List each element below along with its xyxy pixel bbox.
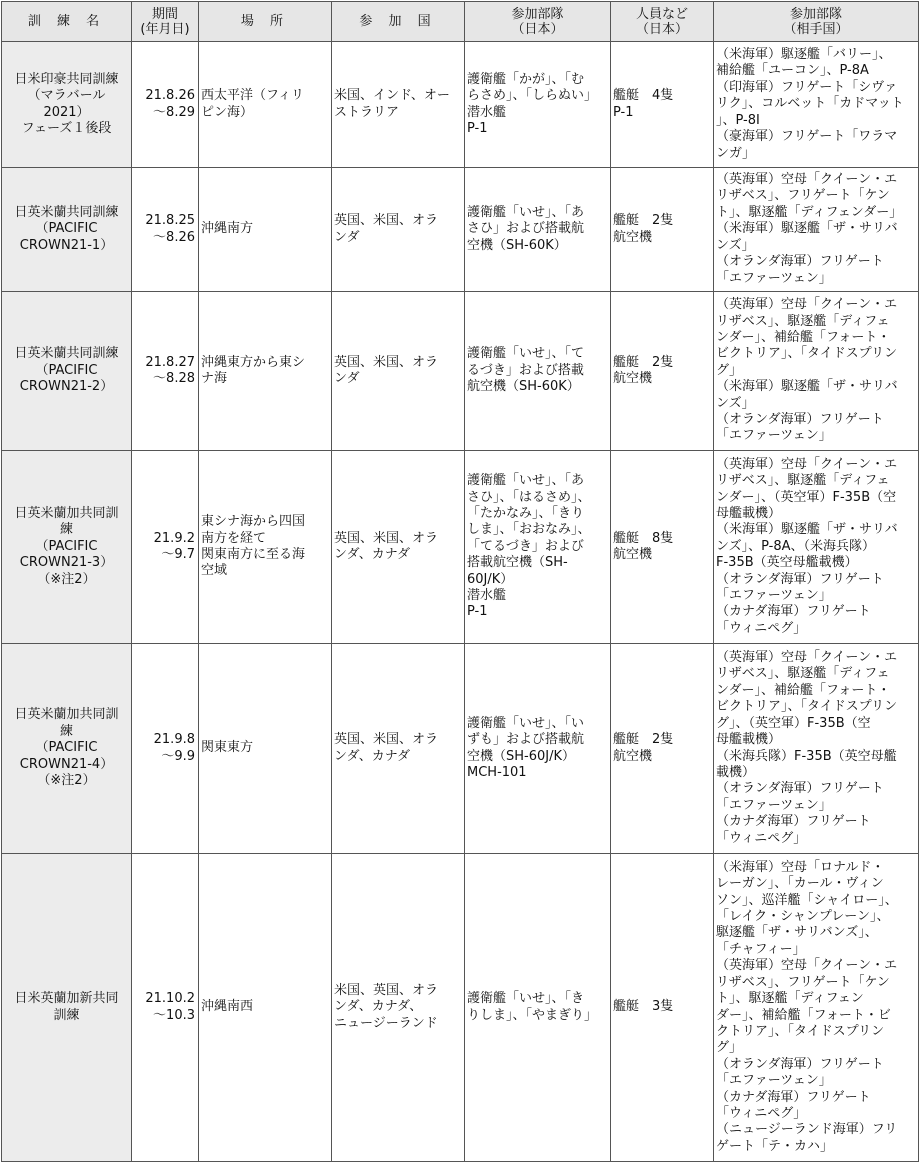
period-cell: 21.8.27 ～8.28 [132, 292, 199, 451]
table-row [2, 451, 919, 644]
header-personnel: 人員など （日本） [611, 2, 714, 42]
period-cell: 21.9.8 ～9.9 [132, 644, 199, 854]
header-exercise-name: 訓 練 名 [2, 2, 132, 42]
table-row [2, 292, 919, 451]
header-units-japan: 参加部隊 （日本） [465, 2, 611, 42]
units-japan-cell: 護衛艦「いせ」、「い ずも」および搭載航 空機（SH-60J/K） MCH-101 [465, 644, 611, 854]
table-row [2, 168, 919, 292]
exercise-name-cell: 日英米蘭共同訓練 （PACIFIC CROWN21-1） [2, 168, 132, 292]
table-row [2, 854, 919, 1162]
countries-cell: 英国、米国、オラ ンダ [332, 168, 465, 292]
units-japan-cell: 護衛艦「かが」、「む らさめ」、「しらぬい」 潜水艦 P-1 [465, 42, 611, 168]
exercise-name-cell: 日英米蘭加共同訓 練 （PACIFIC CROWN21-4） （※注2） [2, 644, 132, 854]
exercise-name-cell: 日米印豪共同訓練 （マラバール 2021） フェーズ１後段 [2, 42, 132, 168]
location-cell: 沖縄南西 [199, 854, 332, 1162]
personnel-cell: 艦艇 3隻 [611, 854, 714, 1162]
units-japan-cell: 護衛艦「いせ」、「あ さひ」および搭載航 空機（SH-60K） [465, 168, 611, 292]
exercise-name-cell: 日米英蘭加新共同 訓練 [2, 854, 132, 1162]
header-units-partner: 参加部隊 （相手国） [714, 2, 919, 42]
personnel-cell: 艦艇 8隻 航空機 [611, 451, 714, 644]
units-japan-cell: 護衛艦「いせ」、「て るづき」および搭載 航空機（SH-60K） [465, 292, 611, 451]
countries-cell: 英国、米国、オラ ンダ、カナダ [332, 451, 465, 644]
joint-exercise-table [1, 1, 919, 1162]
personnel-cell: 艦艇 2隻 航空機 [611, 644, 714, 854]
units-japan-cell: 護衛艦「いせ」、「き りしま」、「やまぎり」 [465, 854, 611, 1162]
header-row [2, 2, 919, 42]
countries-cell: 英国、米国、オラ ンダ [332, 292, 465, 451]
location-cell: 関東東方 [199, 644, 332, 854]
header-period: 期間 (年月日) [132, 2, 199, 42]
period-cell: 21.8.26 ～8.29 [132, 42, 199, 168]
location-cell: 東シナ海から四国 南方を経て 関東南方に至る海 空域 [199, 451, 332, 644]
countries-cell: 英国、米国、オラ ンダ、カナダ [332, 644, 465, 854]
units-partner-cell: （米海軍）空母「ロナルド・ レーガン」、「カール・ヴィン ソン」、巡洋艦「シャイロー」、 「レイク・シャンプレーン」、 駆逐艦「ザ・サリバンズ」、 「チャフィー」 （英海軍）空母「クイーン・エ リザベス」、フリゲート「ケン ト」、駆逐艦「ディフェン ダー」、補給艦「フォート・ビ クトリア」、「タイドスプリン グ」 （オランダ海軍）フリゲート 「エファーツェン」 （カナダ海軍）フリゲート 「ウィニペグ」 （ニュージーランド海軍）フリ ゲート「テ・カハ」 [714, 854, 919, 1162]
units-partner-cell: （米海軍）駆逐艦「バリー」、 補給艦「ユーコン」、P-8A （印海軍）フリゲート「シヴァ リク」、コルベット「カドマット 」、P-8I （豪海軍）フリゲート「ワラマ ンガ」 [714, 42, 919, 168]
table-row [2, 42, 919, 168]
table-row [2, 644, 919, 854]
personnel-cell: 艦艇 2隻 航空機 [611, 292, 714, 451]
location-cell: 沖縄東方から東シ ナ海 [199, 292, 332, 451]
period-cell: 21.9.2 ～9.7 [132, 451, 199, 644]
countries-cell: 米国、インド、オー ストラリア [332, 42, 465, 168]
units-partner-cell: （英海軍）空母「クイーン・エ リザベス」、駆逐艦「ディフェ ンダー」、（英空軍）F-35B（空 母艦載機） （米海軍）駆逐艦「ザ・サリバ ンズ」、P-8A、（米海兵隊） F-35B（英空母艦載機） （オランダ海軍）フリゲート 「エファーツェン」 （カナダ海軍）フリゲート 「ウィニペグ」 [714, 451, 919, 644]
location-cell: 沖縄南方 [199, 168, 332, 292]
units-partner-cell: （英海軍）空母「クイーン・エ リザベス」、駆逐艦「ディフェ ンダー」、補給艦「フォート・ ビクトリア」、「タイドスプリン グ」 （米海軍）駆逐艦「ザ・サリバ ンズ」 （オランダ海軍）フリゲート 「エファーツェン」 [714, 292, 919, 451]
exercise-name-cell: 日英米蘭共同訓練 （PACIFIC CROWN21-2） [2, 292, 132, 451]
personnel-cell: 艦艇 4隻 P-1 [611, 42, 714, 168]
period-cell: 21.8.25 ～8.26 [132, 168, 199, 292]
units-japan-cell: 護衛艦「いせ」、「あ さひ」、「はるさめ」、 「たかなみ」、「きり しま」、「おおなみ」、 「てるづき」および 搭載航空機（SH- 60J/K） 潜水艦 P-1 [465, 451, 611, 644]
period-cell: 21.10.2 ～10.3 [132, 854, 199, 1162]
exercise-table-container [1, 1, 918, 1162]
personnel-cell: 艦艇 2隻 航空機 [611, 168, 714, 292]
units-partner-cell: （英海軍）空母「クイーン・エ リザベス」、駆逐艦「ディフェ ンダー」、補給艦「フォート・ ビクトリア」、「タイドスプリン グ」、（英空軍）F-35B（空 母艦載機） （米海兵隊）F-35B（英空母艦 載機） （オランダ海軍）フリゲート 「エファーツェン」 （カナダ海軍）フリゲート 「ウィニペグ」 [714, 644, 919, 854]
exercise-name-cell: 日英米蘭加共同訓 練 （PACIFIC CROWN21-3） （※注2） [2, 451, 132, 644]
location-cell: 西太平洋（フィリ ピン海） [199, 42, 332, 168]
header-countries: 参 加 国 [332, 2, 465, 42]
countries-cell: 米国、英国、オラ ンダ、カナダ、 ニュージーランド [332, 854, 465, 1162]
units-partner-cell: （英海軍）空母「クイーン・エ リザベス」、フリゲート「ケン ト」、駆逐艦「ディフェンダー」 （米海軍）駆逐艦「ザ・サリバ ンズ」 （オランダ海軍）フリゲート 「エファーツェン」 [714, 168, 919, 292]
header-location: 場 所 [199, 2, 332, 42]
